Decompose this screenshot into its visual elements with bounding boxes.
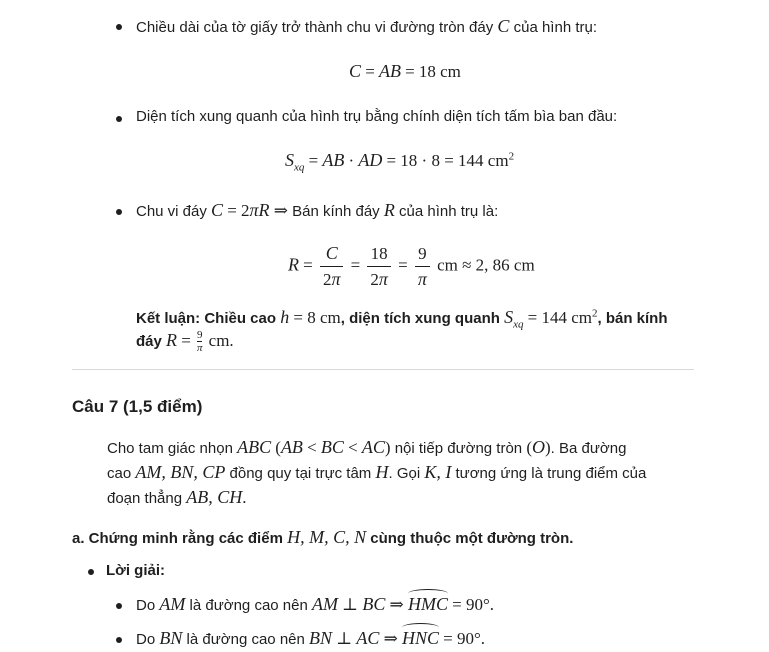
ban-kinh-tail: của hình trụ là:	[399, 203, 499, 220]
do-1: Do	[136, 597, 156, 614]
part-a-heading: a. Chứng minh rằng các điểm H, M, C, N cùng thuộc một đường tròn.	[72, 527, 574, 547]
p1-a: Cho tam giác nhọn	[107, 440, 233, 457]
section-divider	[72, 369, 694, 370]
p2-d: tương ứng là trung điểm của	[455, 465, 647, 482]
duong-cao-1: là đường cao nên	[189, 597, 308, 614]
section-title: Câu 7 (1,5 điểm)	[72, 397, 203, 416]
proof-line1: Do AM là đường cao nên AM ⊥ BC ⇒ HMC = 90°.	[136, 594, 495, 614]
ket-luan-day: đáy	[136, 333, 162, 350]
do-2: Do	[136, 631, 156, 648]
bullet-dot	[116, 116, 122, 122]
problem-line2: cao AM, BN, CP đồng quy tại trực tâm H. Gọi K, I tương ứng là trung điểm của	[107, 462, 647, 482]
ket-luan-mid: , diện tích xung quanh	[340, 310, 500, 327]
bullet-dot	[116, 603, 122, 609]
bullet-dot	[116, 209, 122, 215]
p2-b: đồng quy tại trực tâm	[229, 465, 372, 482]
ban-kinh-text: Bán kính đáy	[292, 203, 380, 220]
problem-line1: Cho tam giác nhọn ABC (AB < BC < AC) nội tiếp đường tròn (O). Ba đường	[107, 437, 627, 457]
dien-tich-line	[136, 108, 617, 125]
chu-vi-tail: của hình trụ:	[513, 19, 597, 36]
formula-ban-kinh: R = $\frac{C}{2\pi}$ = $\frac{18}{2\pi}$ = $\frac{9}{\pi}$ cm ≈ 2, 86 cm	[288, 243, 535, 289]
bullet-dot	[116, 637, 122, 643]
p2-c: . Gọi	[388, 465, 421, 482]
chu-vi-intro: Chiều dài của tờ giấy trở thành chu vi đường tròn đáy	[136, 19, 494, 36]
bullet-dot	[116, 24, 122, 30]
p3-a: đoạn thẳng	[107, 490, 183, 507]
chu-vi-day-line: Chu vi đáy C = 2πR ⇒ Bán kính đáy R của hình trụ là:	[136, 200, 499, 220]
ket-luan-label: Kết luận: Chiều cao	[136, 310, 277, 327]
ket-luan-ban-kinh: , bán kính	[597, 310, 668, 327]
ket-luan-line1: Kết luận: Chiều cao h = 8 cm, diện tích xung quanh $S_{xq} = 144$ $cm^2$, bán kính	[136, 307, 668, 331]
part-a-tail: cùng thuộc một đường tròn.	[370, 530, 574, 547]
chu-vi-day-label: Chu vi đáy	[136, 203, 207, 220]
part-a-label: a. Chứng minh rằng các điểm	[72, 530, 283, 547]
loi-giai-label: Lời giải:	[106, 562, 165, 579]
formula-chu-vi: C = AB = 18 cm	[349, 61, 461, 81]
chu-vi-line: Chiều dài của tờ giấy trở thành chu vi đường tròn đáy C của hình trụ:	[136, 16, 597, 36]
p2-a: cao	[107, 465, 132, 482]
p1-b: nội tiếp đường tròn	[394, 440, 523, 457]
proof-line2: Do BN là đường cao nên BN ⊥ AC ⇒ HNC = 90°.	[136, 628, 486, 648]
dien-tich-intro: Diện tích xung quanh của hình trụ bằng chính diện tích tấm bìa ban đầu:	[136, 108, 618, 125]
formula-dien-tich: $S_{xq}$ = AB · AD = 18 · 8 = 144 $cm^2$	[285, 150, 515, 174]
problem-line3: đoạn thẳng AB, CH.	[107, 487, 247, 507]
bullet-dot	[88, 569, 94, 575]
duong-cao-2: là đường cao nên	[186, 631, 305, 648]
ket-luan-line2: đáy R = $\frac{9}{\pi}$ cm.	[136, 329, 234, 355]
p1-c: . Ba đường	[550, 440, 627, 457]
